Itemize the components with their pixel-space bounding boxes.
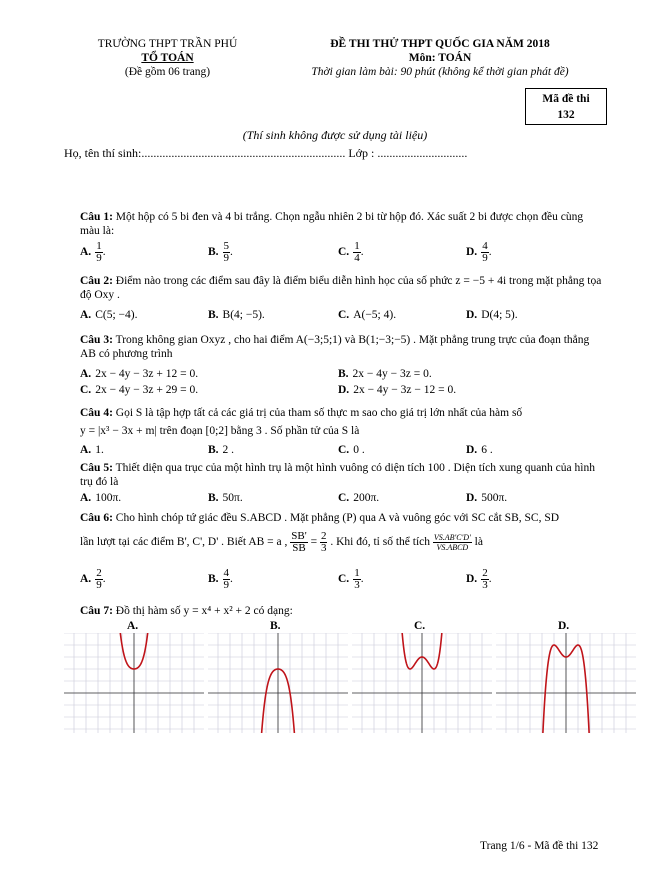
q4-option-a[interactable]: A. 1. <box>80 444 104 456</box>
question-text: Điểm nào trong các điểm sau đây là điểm biểu diễn hình học của số phức z = −5 + 4i trong mặt phẳng tọa độ Oxy . <box>80 275 602 301</box>
question-text-line2: lần lượt tại các điểm B', C', D' . Biết AB = a , <box>80 536 288 549</box>
question-text: Đồ thị hàm số y = x⁴ + x² + 2 có dạng: <box>115 605 293 617</box>
q6-option-d[interactable]: D. $\frac{2}{3}$ . <box>466 567 492 591</box>
question-7 <box>80 604 605 618</box>
q2-option-b[interactable]: B. B(4; −5). <box>208 309 265 321</box>
volume-ratio: $\frac{VS.AB'C'D'}{\text{VS.ABCD}}$ <box>433 533 471 552</box>
question-text: Thiết diện qua trục của một hình trụ là một hình vuông có diện tích 100 . Diện tích xung quanh của hình trụ đó là <box>80 462 595 488</box>
graph-option-b[interactable] <box>208 633 348 733</box>
exam-code: 132 <box>557 109 575 121</box>
question-text: Trong không gian Oxyz , cho hai điểm A(−3;5;1) và B(1;−3;−5) . Mặt phẳng trung trực của đoạn thẳng AB có phương trình <box>80 334 590 360</box>
question-6: Câu 6: Cho hình chóp tứ giác đều S.ABCD . Mặt phẳng (P) qua A và vuông góc với SC cắt SB, SC, SD lần lượt tại các điểm B', C', D' . Biết AB = a , $\frac{SB'}{SB}$ = $\frac{2}{3}$ . Khi đó, tỉ số thể tích $\frac{VS.AB'C'D'}{\text{VS.ABCD}}$ là <box>80 512 560 554</box>
graph-label-a: A. <box>127 620 139 632</box>
q5-option-d[interactable]: D. 500π. <box>466 492 508 504</box>
q1-option-d[interactable]: D. $\frac{4}{9}$ . <box>466 240 492 264</box>
graph-option-d[interactable] <box>496 633 636 733</box>
question-number: Câu 2: <box>80 275 113 287</box>
q1-option-c[interactable]: C. $\frac{1}{4}$ . <box>338 240 364 264</box>
ratio-fraction: $\frac{SB'}{SB}$ <box>291 530 307 554</box>
graph-option-a[interactable] <box>64 633 204 733</box>
q5-option-b[interactable]: B. 50π. <box>208 492 243 504</box>
question-5 <box>80 461 605 489</box>
q3-option-b[interactable]: B. 2x − 4y − 3z = 0. <box>338 368 432 380</box>
q5-option-a[interactable]: A. 100π. <box>80 492 122 504</box>
q6-option-a[interactable]: A. $\frac{2}{9}$ . <box>80 567 106 591</box>
q1-option-b[interactable]: B. $\frac{5}{9}$ . <box>208 240 233 264</box>
question-1 <box>80 210 605 238</box>
q2-option-a[interactable]: A. C(5; −4). <box>80 309 138 321</box>
question-number: Câu 5: <box>80 462 113 474</box>
question-2 <box>80 274 605 302</box>
question-text-line1: Gọi S là tập hợp tất cả các giá trị của tham số thực m sao cho giá trị lớn nhất của hàm số <box>115 407 523 419</box>
q2-option-c[interactable]: C. A(−5; 4). <box>338 309 397 321</box>
question-number: Câu 1: <box>80 211 113 223</box>
q2-option-d[interactable]: D. D(4; 5). <box>466 309 518 321</box>
exam-note: (Thí sinh không được sử dụng tài liệu) <box>242 128 428 142</box>
name-line: Họ, tên thí sinh:.................................................................... Lớp : .............................. <box>64 146 468 160</box>
question-3 <box>80 333 605 361</box>
question-text-line2: y = |x³ − 3x + m| trên đoạn [0;2] bằng 3 . Số phần tử của S là <box>80 425 360 437</box>
question-4 <box>80 406 605 438</box>
question-text: Một hộp có 5 bi đen và 4 bi trắng. Chọn ngẫu nhiên 2 bi từ hộp đó. Xác suất 2 bi được chọn đều cùng màu là: <box>80 211 584 237</box>
graph-option-c[interactable] <box>352 633 492 733</box>
graph-label-b: B. <box>270 620 281 632</box>
q4-option-b[interactable]: B. 2 . <box>208 444 235 456</box>
q1-option-a[interactable]: A. $\frac{1}{9}$ . <box>80 240 106 264</box>
q3-option-a[interactable]: A. 2x − 4y − 3z + 12 = 0. <box>80 368 199 380</box>
q4-option-d[interactable]: D. 6 . <box>466 444 493 456</box>
graph-label-d: D. <box>558 620 570 632</box>
q5-option-c[interactable]: C. 200π. <box>338 492 380 504</box>
q3-option-c[interactable]: C. 2x − 4y − 3z + 29 = 0. <box>80 384 199 396</box>
page-count: (Đề gồm 06 trang) <box>124 66 211 78</box>
subject: Môn: TOÁN <box>408 52 472 64</box>
exam-code-box <box>525 88 607 125</box>
time-limit: Thời gian làm bài: 90 phút (không kể thời gian phát đề) <box>311 66 569 78</box>
exam-title: ĐỀ THI THỬ THPT QUỐC GIA NĂM 2018 <box>330 38 550 50</box>
q4-option-c[interactable]: C. 0 . <box>338 444 365 456</box>
question-number: Câu 6: <box>80 512 113 524</box>
page-footer: Trang 1/6 - Mã đề thi 132 <box>480 840 599 852</box>
question-number: Câu 3: <box>80 334 113 346</box>
q6-option-b[interactable]: B. $\frac{4}{9}$ . <box>208 567 233 591</box>
exam-code-label: Mã đề thi <box>542 93 590 105</box>
department: TỔ TOÁN <box>141 52 194 64</box>
school-name: TRƯỜNG THPT TRẦN PHÚ <box>97 38 238 50</box>
q3-option-d[interactable]: D. 2x − 4y − 3z − 12 = 0. <box>338 384 457 396</box>
question-number: Câu 4: <box>80 407 113 419</box>
graph-label-c: C. <box>414 620 426 632</box>
question-number: Câu 7: <box>80 605 113 617</box>
question-text-line1: Cho hình chóp tứ giác đều S.ABCD . Mặt phẳng (P) qua A và vuông góc với SC cắt SB, SC, SD <box>115 512 560 524</box>
q6-option-c[interactable]: C. $\frac{1}{3}$ . <box>338 567 364 591</box>
